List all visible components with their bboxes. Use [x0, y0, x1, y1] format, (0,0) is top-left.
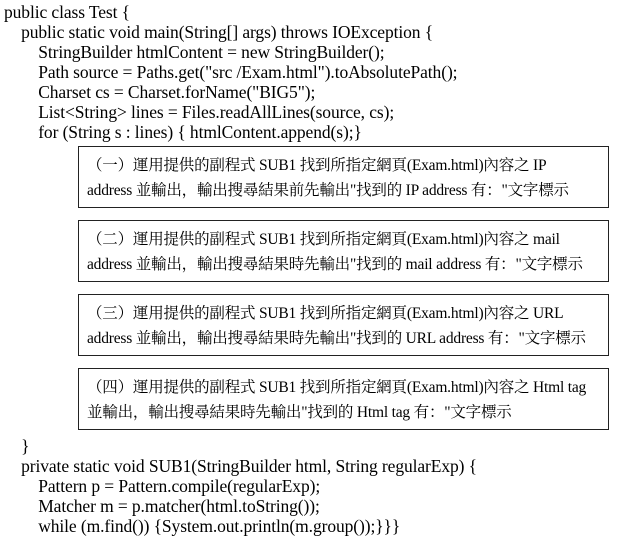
task-text-line: address 並輸出，輸出搜尋結果時先輸出"找到的 URL address 有："文字標示 — [87, 330, 586, 347]
code-line: public class Test { — [4, 2, 130, 22]
code-line: Matcher m = p.matcher(html.toString()); — [4, 496, 320, 516]
task-text-line: 並輸出，輸出搜尋結果時先輸出"找到的 Html tag 有："文字標示 — [87, 404, 512, 421]
task-text-line: （三）運用提供的副程式 SUB1 找到所指定網頁(Exam.html)內容之 URL — [87, 305, 564, 322]
code-line: public static void main(String[] args) throws IOException { — [4, 22, 433, 42]
task-box — [78, 368, 609, 430]
code-line: Charset cs = Charset.forName("BIG5"); — [4, 82, 316, 102]
task-text-line: （二）運用提供的副程式 SUB1 找到所指定網頁(Exam.html)內容之 mail — [87, 231, 560, 248]
code-line: } — [4, 436, 30, 456]
task-text-line: （一）運用提供的副程式 SUB1 找到所指定網頁(Exam.html)內容之 IP — [87, 157, 547, 174]
code-line: while (m.find()) {System.out.println(m.group());}}} — [4, 516, 401, 536]
code-line: StringBuilder htmlContent = new StringBuilder(); — [4, 42, 385, 62]
code-line: for (String s : lines) { htmlContent.append(s);} — [4, 122, 362, 142]
task-box — [78, 294, 609, 356]
task-box — [78, 146, 609, 208]
task-box — [78, 220, 609, 282]
task-text-line: address 並輸出，輸出搜尋結果時先輸出"找到的 mail address 有："文字標示 — [87, 256, 583, 273]
task-text-line: address 並輸出，輸出搜尋結果前先輸出"找到的 IP address 有："文字標示 — [87, 182, 569, 199]
code-line: List<String> lines = Files.readAllLines(source, cs); — [4, 102, 395, 122]
code-line: Pattern p = Pattern.compile(regularExp); — [4, 476, 321, 496]
task-text-line: （四）運用提供的副程式 SUB1 找到所指定網頁(Exam.html)內容之 Html tag — [87, 379, 587, 396]
code-line: Path source = Paths.get("src /Exam.html").toAbsolutePath(); — [4, 62, 458, 82]
code-line: private static void SUB1(StringBuilder html, String regularExp) { — [4, 456, 477, 476]
